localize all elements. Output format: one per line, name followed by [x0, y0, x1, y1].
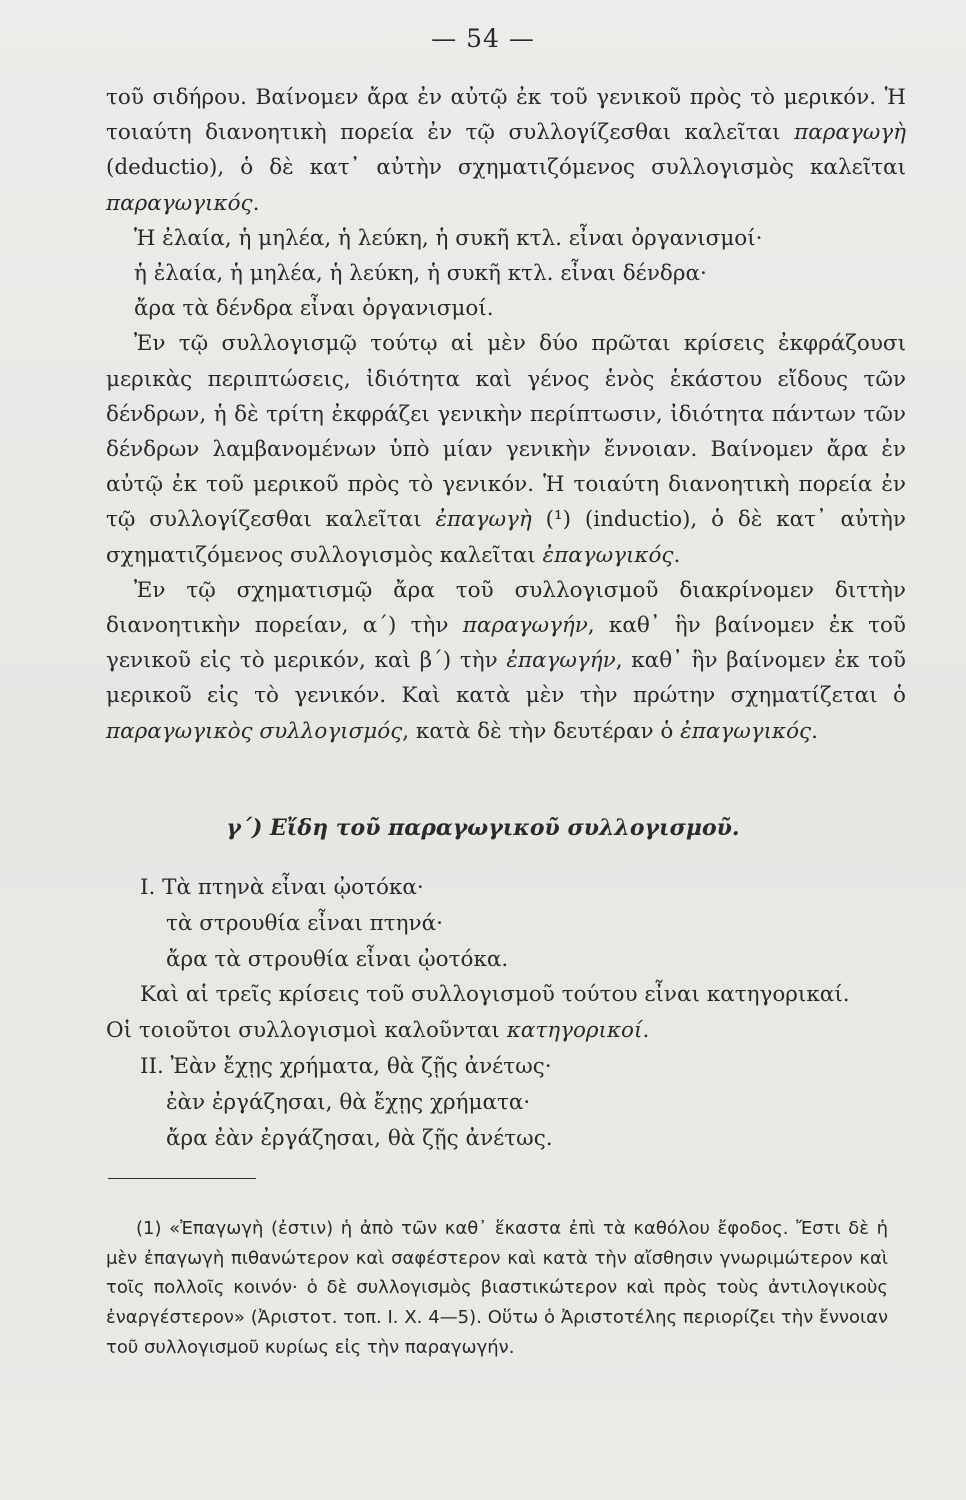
- term-deduction: παραγωγὴ: [794, 120, 906, 146]
- text-span: .: [673, 542, 681, 568]
- text-span: Οἱ τοιοῦτοι συλλογισμοὶ καλοῦνται: [106, 1018, 507, 1044]
- example-2-line: ἐὰν ἐργάζησαι, θὰ ἔχῃς χρήματα·: [166, 1089, 531, 1115]
- text-span: Ἐν τῷ σχηματισμῷ ἄρα τοῦ συλλογισμοῦ διακρίνομεν διττὴν διανοητικὴν πορείαν, α΄) τὴν: [106, 577, 906, 639]
- term: παραγωγήν: [462, 613, 588, 639]
- term-inductive: ἐπαγωγικός: [542, 542, 674, 568]
- text-span: (deductio), ὁ δὲ κατ᾽ αὐτὴν σχηματιζόμενος συλλογισμὸς καλεῖται: [106, 155, 906, 181]
- text-span: .: [252, 190, 260, 216]
- footnote-text: (1) «Ἐπαγωγὴ (ἐστιν) ἡ ἀπὸ τῶν καθ᾽ ἕκαστα ἐπὶ τὰ καθόλου ἔφοδος. Ἔστι δὲ ἡ μὲν ἐπαγωγὴ πιθανώτερον καὶ σαφέστερον καὶ κατὰ τὴν αἴσθησιν γνωριμώτερον καὶ τοῖς πολλοῖς κοινόν· ὁ δὲ συλλογισμὸς βιαστικώτερον καὶ πρὸς τοὺς ἀντιλογικοὺς ἐναργέστερον» (Ἀριστοτ. τοπ. I. X. 4—5). Οὕτω ὁ Ἀριστοτέλης περιορίζει τὴν ἔννοιαν τοῦ συλλογισμοῦ κυρίως εἰς τὴν παραγωγήν.: [106, 1218, 888, 1358]
- text-span: Ἐν τῷ συλλογισμῷ τούτῳ αἱ μὲν δύο πρῶται κρίσεις ἐκφράζουσι μερικὰς περιπτώσεις, ἰδιότητα καὶ γένος ἑνὸς ἑκάστου εἴδους τῶν δένδρων, ἡ δὲ τρίτη ἐκφράζει γενικὴν περίπτωσιν, ἰδιότητα πάντων τῶν δένδρων λαμβανομένων ὑπὸ μίαν γενικὴν ἔννοιαν. Βαίνομεν ἄρα ἐν αὐτῷ ἐκ τοῦ μερικοῦ πρὸς τὸ γενικόν. Ἡ τοιαύτη διανοητικὴ πορεία ἐν τῷ συλλογίζεσθαι καλεῖται: [106, 331, 906, 533]
- examples-block: [106, 870, 906, 1156]
- term: ἐπαγωγικός: [680, 718, 812, 744]
- term-deductive: παραγωγικός: [106, 190, 253, 216]
- example-1-line: ἄρα τὰ στρουθία εἶναι ᾠοτόκα.: [166, 946, 509, 972]
- example-2-premise: II. Ἐὰν ἔχῃς χρήματα, θὰ ζῇς ἀνέτως·: [140, 1053, 552, 1079]
- term: ἐπαγωγήν: [506, 648, 616, 674]
- paragraph-summary: [106, 573, 906, 749]
- example-note: Καὶ αἱ τρεῖς κρίσεις τοῦ συλλογισμοῦ τούτου εἶναι κατηγορικαί.: [140, 982, 850, 1008]
- footnote: [106, 1214, 888, 1363]
- example-1-premise: I. Τὰ πτηνὰ εἶναι ᾠοτόκα·: [140, 875, 424, 900]
- paragraph-induction: [106, 326, 906, 572]
- syllogism-line: ἄρα τὰ δένδρα εἶναι ὀργανισμοί.: [134, 296, 494, 322]
- syllogism-line: ἡ ἐλαία, ἡ μηλέα, ἡ λεύκη, ἡ συκῆ κτλ. εἶναι δένδρα·: [134, 261, 707, 287]
- term: παραγωγικὸς συλλογισμός: [106, 718, 403, 744]
- term-induction: ἐπαγωγὴ: [435, 507, 532, 533]
- example-2-line: ἄρα ἐὰν ἐργάζησαι, θὰ ζῇς ἀνέτως.: [166, 1125, 553, 1151]
- text-span: (¹) (inductio), ὁ δὲ κατ᾽ αὐτὴν σχηματιζόμενος συλλογισμὸς καλεῖται: [106, 507, 906, 568]
- text-span: , καθ᾽ ἣν βαίνομεν ἐκ τοῦ μερικοῦ εἰς τὸ γενικόν. Καὶ κατὰ μὲν τὴν πρώτην σχηματίζεται ὁ: [106, 648, 906, 709]
- paragraph-deduction: [106, 80, 906, 221]
- example-note: [106, 1013, 906, 1049]
- syllogism-line: Ἡ ἐλαία, ἡ μηλέα, ἡ λεύκη, ἡ συκῆ κτλ. εἶναι ὀργανισμοί·: [134, 225, 763, 251]
- page-number: — 54 —: [431, 24, 535, 53]
- text-span: τοῦ σιδήρου. Βαίνομεν ἄρα ἐν αὐτῷ ἐκ τοῦ γενικοῦ πρὸς τὸ μερικόν. Ἡ τοιαύτη διανοητικὴ πορεία ἐν τῷ συλλογίζεσθαι καλεῖται: [106, 85, 906, 146]
- text-span: , καθ᾽ ἣν βαίνομεν ἐκ τοῦ γενικοῦ εἰς τὸ μερικόν, καὶ β΄) τὴν: [106, 613, 906, 674]
- text-span: .: [642, 1018, 650, 1044]
- text-span: , κατὰ δὲ τὴν δευτέραν ὁ: [402, 718, 681, 744]
- term-categorical: κατηγορικοί: [506, 1018, 643, 1044]
- main-text: [106, 80, 906, 749]
- text-span: .: [811, 718, 818, 744]
- footnote-divider: [108, 1178, 256, 1179]
- example-1-line: τὰ στρουθία εἶναι πτηνά·: [166, 910, 443, 936]
- section-heading: γ΄) Εἴδη τοῦ παραγωγικοῦ συλλογισμοῦ.: [226, 815, 740, 841]
